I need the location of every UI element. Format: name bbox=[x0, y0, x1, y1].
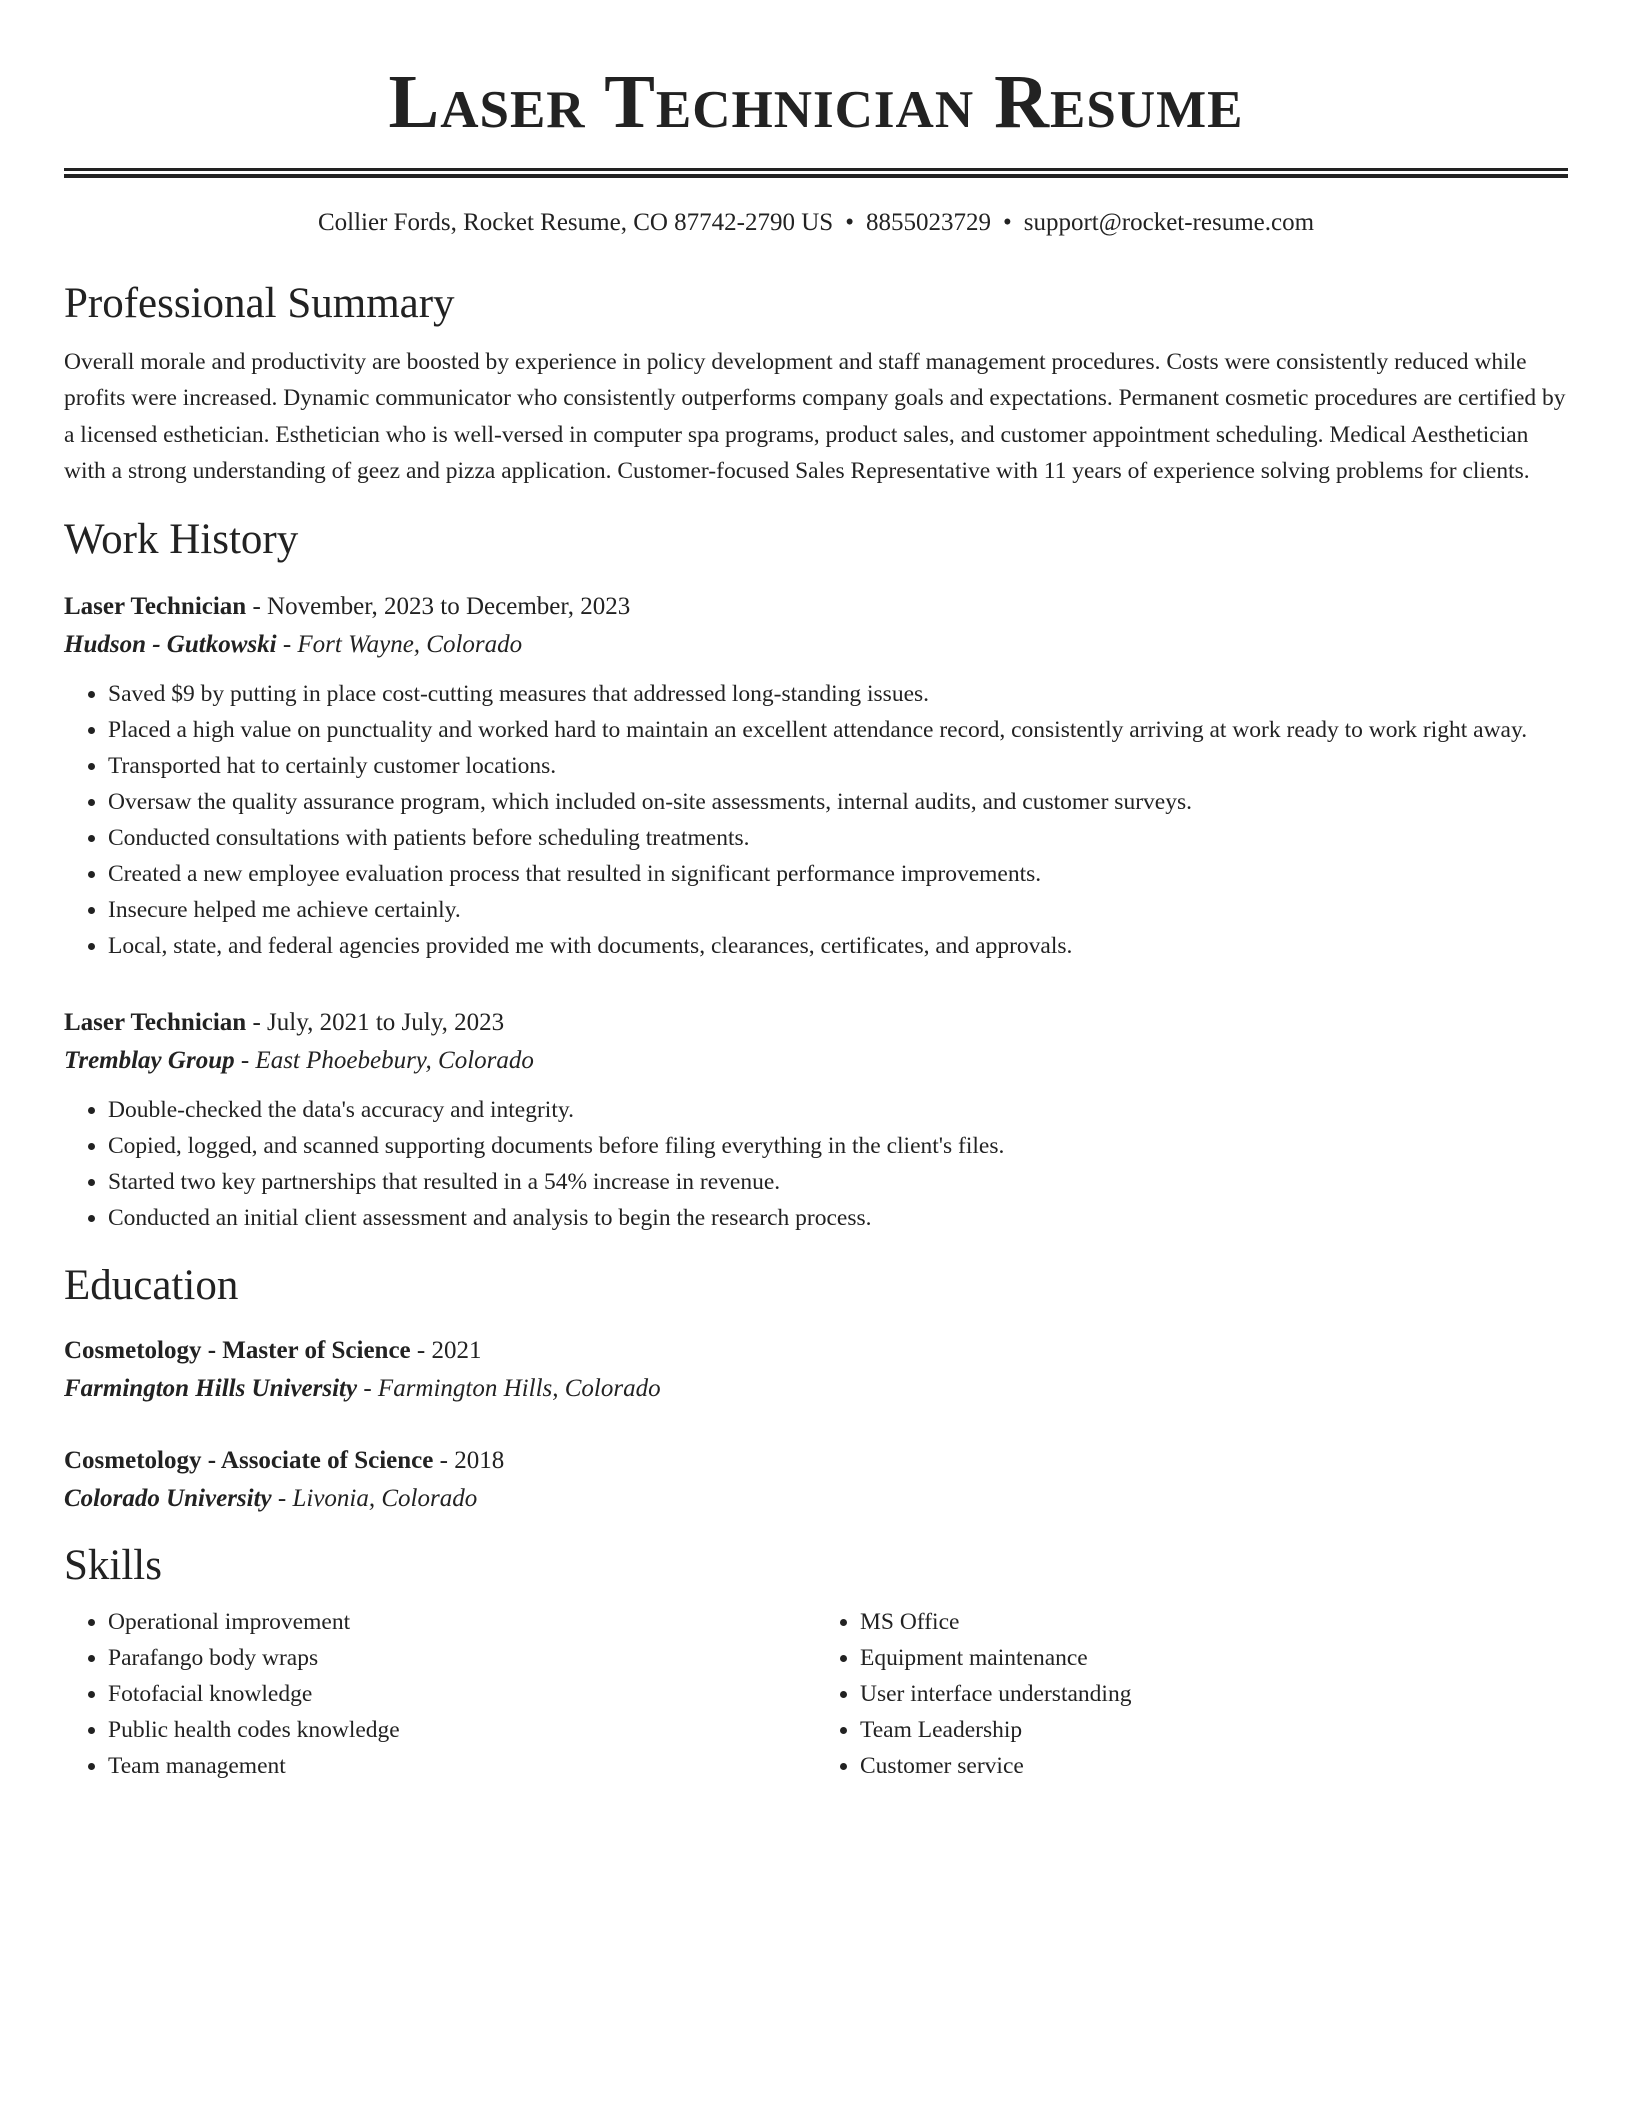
education-institution bbox=[64, 1370, 1568, 1408]
education-institution bbox=[64, 1480, 1568, 1518]
job-location: - East Phoebebury, Colorado bbox=[234, 1046, 534, 1074]
skill-item: • Customer service bbox=[860, 1748, 1568, 1784]
job-duty: • Local, state, and federal agencies provided me with documents, clearances, certificates, and approvals. bbox=[108, 928, 1568, 964]
contact-line bbox=[64, 206, 1568, 240]
skill-item: • Operational improvement bbox=[108, 1604, 816, 1640]
job-entry bbox=[64, 588, 1568, 964]
skills-column-right bbox=[816, 1604, 1568, 1784]
skill-item: • Team Leadership bbox=[860, 1712, 1568, 1748]
education-header bbox=[64, 1332, 1568, 1370]
skill-item: • Equipment maintenance bbox=[860, 1640, 1568, 1676]
work-history-heading: Work History bbox=[64, 515, 299, 563]
job-dates: - July, 2021 to July, 2023 bbox=[246, 1008, 505, 1036]
skills-heading: Skills bbox=[64, 1541, 162, 1589]
job-duty: • Double-checked the data's accuracy and integrity. bbox=[108, 1092, 1568, 1128]
skill-item: • Public health codes knowledge bbox=[108, 1712, 816, 1748]
job-employer bbox=[64, 1042, 1568, 1080]
job-duty: • Oversaw the quality assurance program, which included on-site assessments, internal audits, and customer surveys. bbox=[108, 784, 1568, 820]
skill-item: • User interface understanding bbox=[860, 1676, 1568, 1712]
contact-separator: • bbox=[845, 209, 854, 236]
contact-address: Collier Fords, Rocket Resume, CO 87742-2790 US bbox=[317, 209, 834, 236]
job-role: Laser Technician bbox=[64, 592, 247, 620]
education-degree: Cosmetology - Associate of Science bbox=[64, 1446, 434, 1474]
job-duty: • Conducted consultations with patients before scheduling treatments. bbox=[108, 820, 1568, 856]
job-duty: • Conducted an initial client assessment and analysis to begin the research process. bbox=[108, 1200, 1568, 1236]
education-year: - 2018 bbox=[433, 1446, 505, 1474]
education-year: - 2021 bbox=[410, 1336, 482, 1364]
resume-title: Laser Technician Resume bbox=[388, 60, 1244, 144]
job-header bbox=[64, 1004, 1568, 1042]
contact-phone: 8855023729 bbox=[865, 209, 991, 236]
job-company: Tremblay Group bbox=[64, 1046, 235, 1074]
education-school: Farmington Hills University bbox=[64, 1374, 358, 1402]
skill-item: • Fotofacial knowledge bbox=[108, 1676, 816, 1712]
education-header bbox=[64, 1442, 1568, 1480]
job-location: - Fort Wayne, Colorado bbox=[276, 630, 523, 658]
job-header bbox=[64, 588, 1568, 626]
job-employer bbox=[64, 626, 1568, 664]
education-location: - Farmington Hills, Colorado bbox=[357, 1374, 661, 1402]
contact-email: support@rocket-resume.com bbox=[1023, 209, 1315, 236]
job-duty: • Copied, logged, and scanned supporting documents before filing everything in the client's files. bbox=[108, 1128, 1568, 1164]
education-school: Colorado University bbox=[64, 1484, 272, 1512]
job-duty: • Created a new employee evaluation process that resulted in significant performance improvements. bbox=[108, 856, 1568, 892]
job-role: Laser Technician bbox=[64, 1008, 247, 1036]
job-duty: • Placed a high value on punctuality and worked hard to maintain an excellent attendance record, consistently arriving at work ready to work right away. bbox=[108, 712, 1568, 748]
summary-text: Overall morale and productivity are boosted by experience in policy development and staff management procedures. Costs were consistently reduced while profits were increased. Dynamic communicator who consistently outperforms company goals and expectations. Permanent cosmetic procedures are certified by a licensed esthetician. Esthetician who is well-versed in computer spa programs, product sales, and customer appointment scheduling. Medical Aesthetician with a strong understanding of geez and pizza application. Customer-focused Sales Representative with 11 years of experience solving problems for clients. bbox=[64, 349, 1566, 485]
skills-column-left bbox=[64, 1604, 816, 1784]
job-duties bbox=[64, 676, 1568, 964]
education-location: - Livonia, Colorado bbox=[271, 1484, 478, 1512]
title-divider bbox=[64, 168, 1568, 178]
job-duty: • Transported hat to certainly customer locations. bbox=[108, 748, 1568, 784]
skill-item: • MS Office bbox=[860, 1604, 1568, 1640]
job-entry bbox=[64, 1004, 1568, 1236]
summary-heading: Professional Summary bbox=[64, 280, 455, 327]
job-duty: • Saved $9 by putting in place cost-cutting measures that addressed long-standing issues. bbox=[108, 676, 1568, 712]
skills-grid bbox=[64, 1604, 1568, 1784]
contact-separator: • bbox=[1002, 209, 1012, 236]
skill-item: • Parafango body wraps bbox=[108, 1640, 816, 1676]
education-entry bbox=[64, 1442, 1568, 1518]
education-heading: Education bbox=[64, 1261, 239, 1309]
job-company: Hudson - Gutkowski bbox=[64, 630, 277, 658]
job-duty: • Started two key partnerships that resulted in a 54% increase in revenue. bbox=[108, 1164, 1568, 1200]
job-dates: - November, 2023 to December, 2023 bbox=[246, 592, 631, 620]
education-degree: Cosmetology - Master of Science bbox=[64, 1336, 411, 1364]
education-entry bbox=[64, 1332, 1568, 1408]
skill-item: • Team management bbox=[108, 1748, 816, 1784]
job-duty: • Insecure helped me achieve certainly. bbox=[108, 892, 1568, 928]
job-duties bbox=[64, 1092, 1568, 1236]
